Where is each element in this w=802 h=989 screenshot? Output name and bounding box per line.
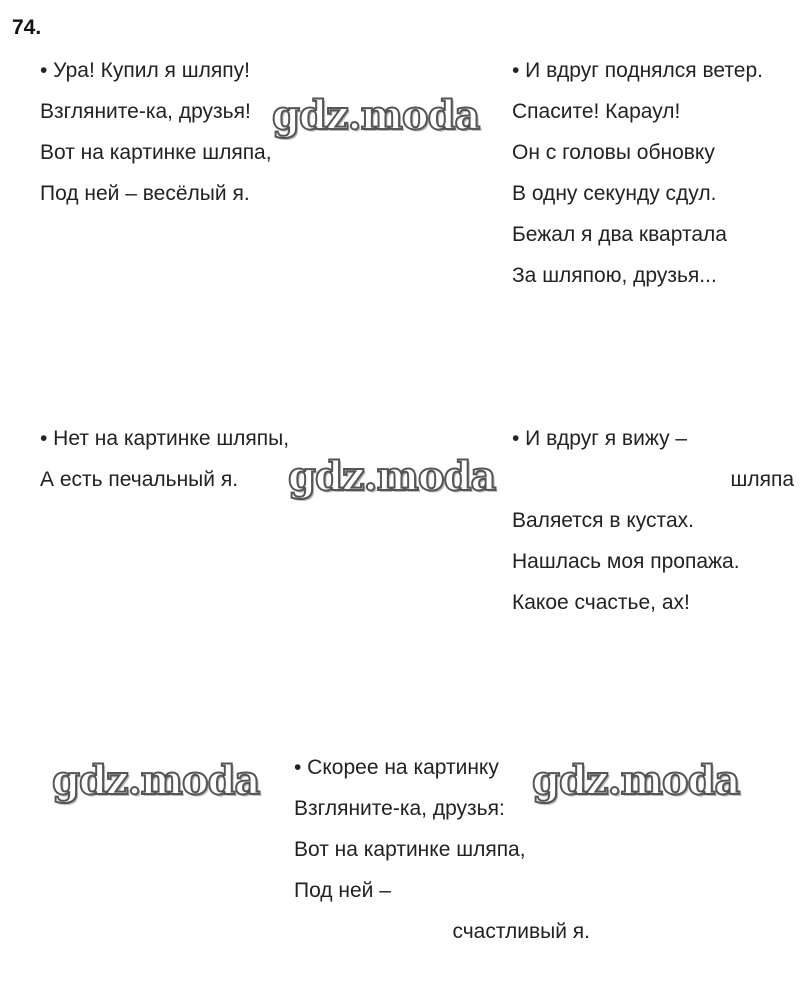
watermark: gdz.moda — [272, 92, 480, 139]
stanza-line: • Ура! Купил я шляпу! — [40, 59, 250, 82]
watermark: gdz.moda — [52, 757, 260, 804]
stanza-line: Взгляните-ка, друзья! — [40, 100, 251, 123]
stanza-line: Он с головы обновку — [512, 141, 715, 164]
stanza-line: Спасите! Караул! — [512, 100, 681, 123]
watermark: gdz.moda — [532, 757, 740, 804]
stanza-line: В одну секунду сдул. — [512, 182, 717, 205]
stanza-line: Вот на картинке шляпа, — [294, 838, 526, 861]
stanza-4 — [512, 418, 794, 623]
watermark: gdz.moda — [288, 453, 496, 500]
stanza-line: • И вдруг поднялся ветер. — [512, 59, 763, 82]
task-number: 74. — [12, 16, 42, 39]
stanza-1 — [40, 50, 272, 214]
stanza-line: Какое счастье, ах! — [512, 591, 690, 614]
stanza-line: • Нет на картинке шляпы, — [40, 427, 290, 450]
stanza-line: Под ней – — [294, 879, 391, 902]
stanza-line: Бежал я два квартала — [512, 223, 727, 246]
stanza-line: Взгляните-ка, друзья: — [294, 797, 505, 820]
stanza-line: За шляпою, друзья... — [512, 264, 717, 287]
stanza-line: Вот на картинке шляпа, — [40, 141, 272, 164]
stanza-line: Валяется в кустах. — [512, 509, 694, 532]
stanza-line: счастливый я. — [452, 920, 590, 943]
stanza-line: Нашлась моя пропажа. — [512, 550, 740, 573]
stanza-line: шляпа — [730, 468, 794, 491]
stanza-line: Под ней – весёлый я. — [40, 182, 250, 205]
stanza-line: А есть печальный я. — [40, 468, 239, 491]
stanza-2 — [512, 50, 763, 296]
stanza-5 — [294, 747, 590, 952]
stanza-line: • Скорее на картинку — [294, 756, 499, 779]
stanza-line: • И вдруг я вижу – — [512, 427, 688, 450]
stanza-3 — [40, 418, 289, 500]
